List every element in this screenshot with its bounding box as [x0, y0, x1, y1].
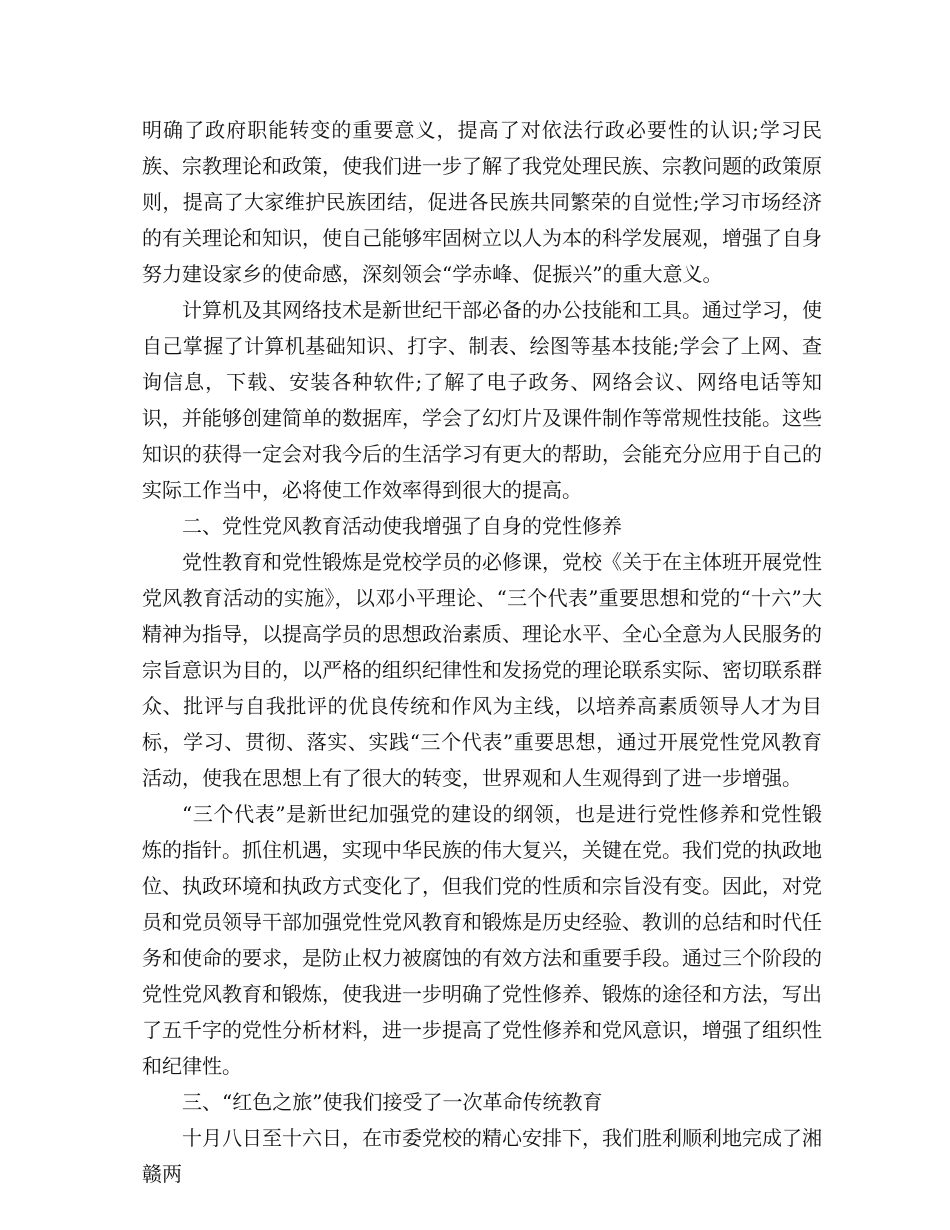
paragraph-party-education: 党性教育和党性锻炼是党校学员的必修课，党校《关于在主体班开展党性党风教育活动的实施》，以邓小平理论、“三个代表”重要思想和党的“十六”大精神为指导，以提高学员的思想政治素质、理论水平、全心全意为人民服务的宗旨意识为目的，以严格的组织纪律性和发扬党的理论联系实际、密切联系群众、批评与自我批评的优良传统和作风为主线，以培养高素质领导人才为目标，学习、贯彻、落实、实践“三个代表”重要思想，通过开展党性党风教育活动，使我在思想上有了很大的转变，世界观和人生观得到了进一步增强。	[142, 550, 822, 790]
paragraph-continuation: 明确了政府职能转变的重要意义，提高了对依法行政必要性的认识;学习民族、宗教理论和政策，使我们进一步了解了我党处理民族、宗教问题的政策原则，提高了大家维护民族团结，促进各民族共同繁荣的自觉性;学习市场经济的有关理论和知识，使自己能够牢固树立以人为本的科学发展观，增强了自身努力建设家乡的使命感，深刻领会“学赤峰、促振兴”的重大意义。	[142, 118, 822, 286]
document-body	[142, 112, 822, 1192]
paragraph-computer-skills: 计算机及其网络技术是新世纪干部必备的办公技能和工具。通过学习，使自己掌握了计算机基础知识、打字、制表、绘图等基本技能;学会了上网、查询信息，下载、安装各种软件;了解了电子政务、网络会议、网络电话等知识，并能够创建简单的数据库，学会了幻灯片及课件制作等常规性技能。这些知识的获得一定会对我今后的生活学习有更大的帮助，会能充分应用于自己的实际工作当中，必将使工作效率得到很大的提高。	[142, 298, 822, 502]
section-heading-party-spirit: 二、党性党风教育活动使我增强了自身的党性修养	[182, 514, 622, 538]
section-heading-red-tour: 三、“红色之旅”使我们接受了一次革命传统教育	[182, 1090, 603, 1114]
paragraph-three-represents: “三个代表”是新世纪加强党的建设的纲领，也是进行党性修养和党性锻炼的指针。抓住机遇，实现中华民族的伟大复兴，关键在党。我们党的执政地位、执政环境和执政方式变化了，但我们党的性质和宗旨没有变。因此，对党员和党员领导干部加强党性党风教育和锻炼是历史经验、教训的总结和时代任务和使命的要求，是防止权力被腐蚀的有效方法和重要手段。通过三个阶段的党性党风教育和锻炼，使我进一步明确了党性修养、锻炼的途径和方法，写出了五千字的党性分析材料，进一步提高了党性修养和党风意识，增强了组织性和纪律性。	[142, 802, 822, 1078]
paragraph-red-tour: 十月八日至十六日，在市委党校的精心安排下，我们胜利顺利地完成了湘赣两	[142, 1126, 822, 1186]
